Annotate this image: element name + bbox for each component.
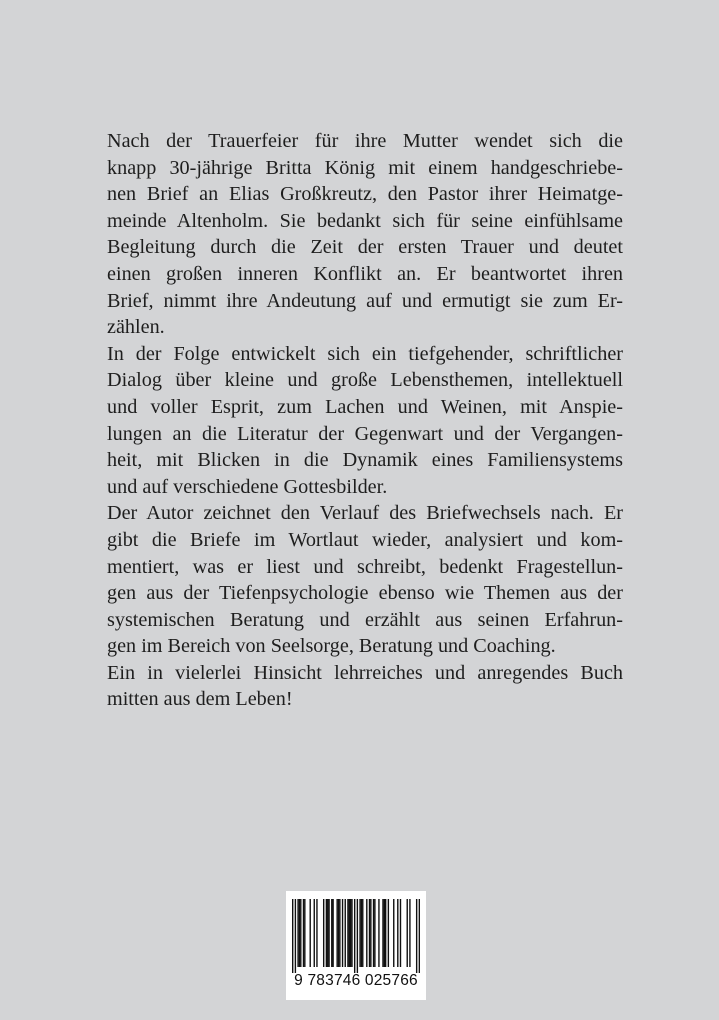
barcode-bar [339, 899, 340, 967]
blurb-line: gen aus der Tiefenpsychologie ebenso wie Themen aus der [107, 582, 623, 605]
barcode-bar [342, 899, 343, 967]
blurb-line: Ein in vielerlei Hinsicht lehrreiches und anregendes Buch [107, 661, 623, 684]
blurb-line: knapp 30-jährige Britta König mit einem handgeschriebe- [107, 156, 623, 179]
barcode-bar [303, 899, 304, 967]
isbn-number: 9 783746 025766 [294, 972, 418, 989]
barcode-bar [357, 899, 358, 973]
blurb-line: zählen. [107, 316, 165, 339]
barcode-bar [314, 899, 315, 967]
barcode-bar [382, 899, 383, 967]
barcode-bar [331, 899, 332, 967]
barcode-bar [349, 899, 350, 967]
barcode-bar [327, 899, 328, 967]
barcode-bar [409, 899, 410, 967]
barcode-bar [300, 899, 301, 967]
barcode-bar [385, 899, 386, 967]
blurb-line: Der Autor zeichnet den Verlauf des Briefwechsels nach. Er [107, 502, 623, 525]
barcode-bar [370, 899, 371, 967]
barcode-bar [336, 899, 337, 967]
barcode-bar [292, 899, 293, 973]
barcode-bar [416, 899, 417, 973]
barcode-bar [350, 899, 351, 967]
barcode-bar [384, 899, 385, 967]
barcode-bars [292, 899, 420, 973]
back-cover-blurb [107, 128, 623, 713]
blurb-line: Nach der Trauerfeier für ihre Mutter wendet sich die [107, 130, 623, 152]
blurb-line: mitten aus dem Leben! [107, 688, 293, 711]
barcode-bar [345, 899, 346, 967]
barcode-bar [393, 899, 394, 967]
blurb-line: gibt die Briefe im Wortlaut wieder, analysiert und kom- [107, 528, 623, 551]
blurb-line: einen großen inneren Konflikt an. Er beantwortet ihren [107, 262, 623, 285]
blurb-line: mentiert, was er liest und schreibt, bedenkt Fragestellun- [107, 555, 623, 578]
blurb-line: heit, mit Blicken in die Dynamik eines Familiensystems [107, 449, 623, 472]
barcode-bar [299, 899, 300, 967]
barcode-bar [310, 899, 311, 967]
barcode-bar [369, 899, 370, 967]
barcode-bar [373, 899, 374, 967]
barcode-bar [316, 899, 317, 967]
barcode-bar [326, 899, 327, 967]
blurb-line: meinde Altenholm. Sie bedankt sich für seine einfühlsame [107, 209, 623, 232]
blurb-line: nen Brief an Elias Großkreutz, den Pastor ihrer Heimatge- [107, 183, 623, 206]
blurb-line: lungen an die Literatur der Gegenwart und der Vergangen- [107, 422, 623, 445]
barcode-bar [295, 899, 296, 973]
barcode-bar [351, 899, 352, 967]
blurb-line: und auf verschiedene Gottesbilder. [107, 475, 388, 498]
barcode-bar [347, 899, 348, 967]
barcode-bar [361, 899, 362, 967]
barcode-bar [366, 899, 367, 967]
blurb-line: und voller Esprit, zum Lachen und Weinen, mit Anspie- [107, 395, 623, 418]
barcode-bar [328, 899, 329, 967]
blurb-line: systemischen Beratung und erzählt aus seinen Erfahrun- [107, 608, 623, 631]
barcode-bar [323, 899, 324, 967]
isbn-barcode [286, 891, 426, 1000]
blurb-line: In der Folge entwickelt sich ein tiefgehender, schriftlicher [107, 342, 623, 365]
barcode-bar [419, 899, 420, 973]
barcode-bar [400, 899, 401, 967]
barcode-bar [378, 899, 379, 967]
blurb-line: gen im Bereich von Seelsorge, Beratung und Coaching. [107, 635, 556, 658]
barcode-bar [359, 899, 360, 967]
blurb-line: Dialog über kleine und große Lebensthemen, intellektuell [107, 369, 623, 392]
barcode-bar [374, 899, 375, 967]
barcode-bar [407, 899, 408, 967]
blurb-line: Begleitung durch die Zeit der ersten Trauer und deutet [107, 236, 623, 259]
barcode-bar [304, 899, 305, 967]
barcode-bar [388, 899, 389, 967]
blurb-line: Brief, nimmt ihre Andeutung auf und ermutigt sie zum Er- [107, 289, 623, 312]
barcode-bar [332, 899, 333, 967]
barcode-bar [297, 899, 298, 967]
barcode-bar [354, 899, 355, 973]
barcode-bar [362, 899, 363, 967]
barcode-bar [397, 899, 398, 967]
barcode-bar [338, 899, 339, 967]
